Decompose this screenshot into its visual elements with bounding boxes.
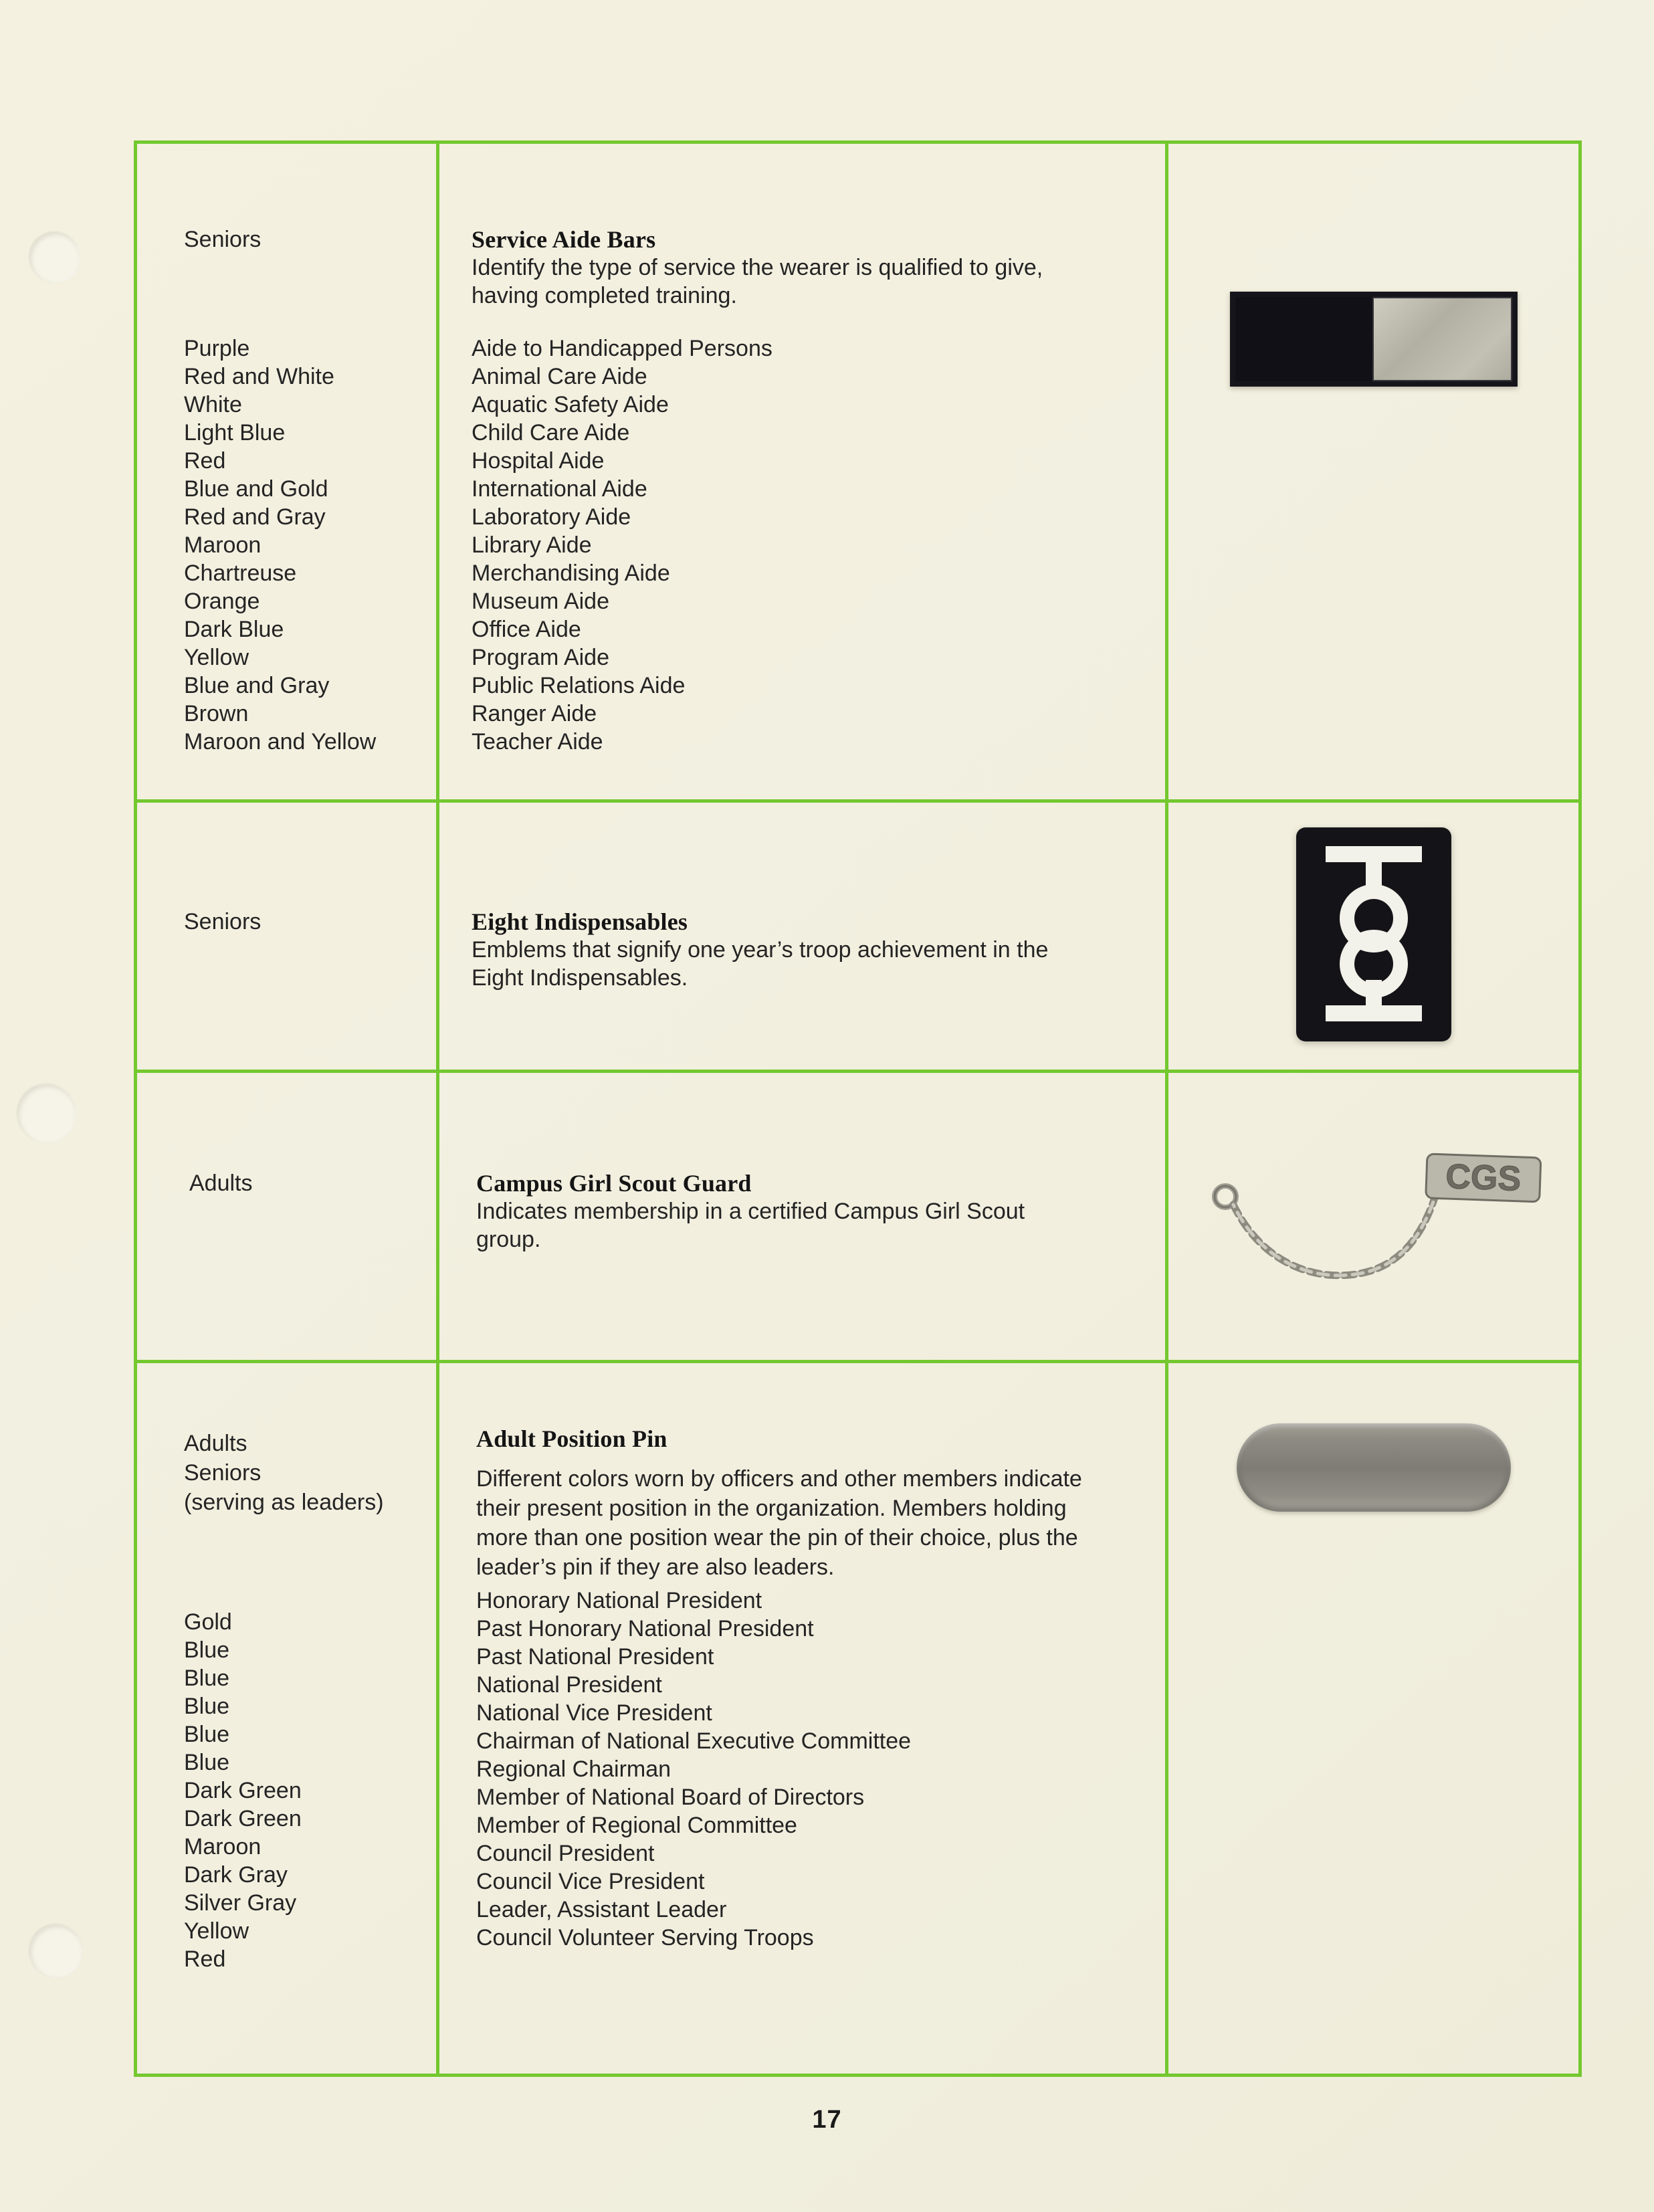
- color-item: Blue: [184, 1666, 230, 1691]
- audience-cell-eight-indispensables: [137, 803, 439, 1073]
- section-description: Different colors worn by officers and other members indicate their present position in the organization. Members holding more than one position wear the pin of their choice, plus the leader’s pin if they are also leaders.: [476, 1466, 1082, 1580]
- section-title: Service Aide Bars: [472, 226, 656, 253]
- position-label-item: National Vice President: [476, 1700, 712, 1726]
- cgs-pin-letters: CGS: [1444, 1157, 1522, 1199]
- position-label-list: [476, 1587, 1145, 1952]
- eight-indispensables-patch-image: [1296, 827, 1451, 1041]
- color-item: Red and White: [184, 364, 334, 389]
- insignia-table: [134, 140, 1582, 2077]
- hole-punch: [29, 1924, 82, 1977]
- section-description: Identify the type of service the wearer is qualified to give, having completed training.: [472, 255, 1043, 308]
- color-item: Maroon: [184, 532, 262, 558]
- audience-cell-campus-guard: [137, 1073, 439, 1363]
- info-cell-eight-indispensables: [439, 803, 1168, 1073]
- audience-label: Seniors: [184, 227, 262, 252]
- image-cell-service-aide-bars: [1168, 144, 1578, 803]
- page-number: 17: [812, 2106, 842, 2134]
- aide-label-item: Child Care Aide: [472, 420, 630, 445]
- color-item: Blue and Gold: [184, 476, 328, 502]
- color-item: Red: [184, 1946, 226, 1972]
- color-item: Dark Blue: [184, 617, 284, 642]
- audience-cell-service-aide-bars: [137, 144, 439, 803]
- section-title: Eight Indispensables: [472, 908, 688, 935]
- audience-list: [184, 1429, 429, 1517]
- section-title: Adult Position Pin: [476, 1425, 667, 1452]
- color-item: Yellow: [184, 1918, 249, 1944]
- color-item: Orange: [184, 589, 260, 614]
- color-item: Dark Green: [184, 1778, 302, 1803]
- color-item: Blue: [184, 1637, 230, 1663]
- position-label-item: National President: [476, 1672, 662, 1698]
- info-cell-service-aide-bars: [439, 144, 1168, 803]
- color-item: Light Blue: [184, 420, 286, 445]
- aide-label-item: Library Aide: [472, 532, 592, 558]
- hole-punch: [17, 1084, 75, 1142]
- audience-label: Seniors: [184, 909, 262, 934]
- color-item: Chartreuse: [184, 561, 297, 586]
- color-item: Blue: [184, 1722, 230, 1747]
- position-label-item: Honorary National President: [476, 1588, 762, 1613]
- color-item: Blue and Gray: [184, 673, 330, 698]
- color-item: Purple: [184, 336, 250, 361]
- color-item: Silver Gray: [184, 1890, 297, 1916]
- aide-label-list: [472, 334, 1145, 756]
- color-item: Yellow: [184, 645, 249, 670]
- image-cell-adult-position-pin: [1168, 1363, 1578, 2074]
- color-list-adult-position-pin: [184, 1608, 429, 1973]
- color-item: Red and Gray: [184, 504, 326, 530]
- hole-punch: [29, 232, 79, 282]
- campus-girl-scout-guard-image: [1201, 1143, 1546, 1284]
- adult-position-pin-image: [1237, 1423, 1511, 1512]
- position-label-item: Regional Chairman: [476, 1756, 671, 1782]
- position-label-item: Council Volunteer Serving Troops: [476, 1925, 814, 1950]
- color-item: Dark Green: [184, 1806, 302, 1831]
- audience-cell-adult-position-pin: [137, 1363, 439, 2074]
- position-label-item: Member of Regional Committee: [476, 1813, 797, 1838]
- position-label-item: Member of National Board of Directors: [476, 1785, 865, 1810]
- aide-label-item: Program Aide: [472, 645, 609, 670]
- service-aide-bar-dark-half: [1235, 297, 1372, 381]
- info-cell-campus-guard: [439, 1073, 1168, 1363]
- section-description: Emblems that signify one year’s troop achievement in the Eight Indispensables.: [472, 937, 1049, 991]
- aide-label-item: Public Relations Aide: [472, 673, 686, 698]
- color-item: Gold: [184, 1609, 232, 1635]
- audience-label: (serving as leaders): [184, 1490, 384, 1515]
- image-cell-campus-guard: [1168, 1073, 1578, 1363]
- position-label-item: Council Vice President: [476, 1869, 705, 1894]
- aide-label-item: International Aide: [472, 476, 647, 502]
- aide-label-item: Aquatic Safety Aide: [472, 392, 669, 417]
- info-cell-adult-position-pin: [439, 1363, 1168, 2074]
- audience-label: Adults: [189, 1171, 253, 1196]
- guard-chain-icon: [1233, 1198, 1435, 1276]
- position-label-item: Past National President: [476, 1644, 714, 1670]
- color-item: Dark Gray: [184, 1862, 288, 1888]
- service-aide-bar-image: [1230, 292, 1518, 387]
- aide-label-item: Ranger Aide: [472, 701, 597, 726]
- position-label-item: Leader, Assistant Leader: [476, 1897, 727, 1922]
- audience-list: [184, 225, 429, 254]
- audience-list: [184, 908, 429, 936]
- position-label-item: Past Honorary National President: [476, 1616, 814, 1641]
- audience-label: Adults: [184, 1431, 247, 1456]
- aide-label-item: Animal Care Aide: [472, 364, 647, 389]
- aide-label-item: Museum Aide: [472, 589, 609, 614]
- position-label-item: Chairman of National Executive Committee: [476, 1728, 912, 1754]
- position-label-item: Council President: [476, 1841, 655, 1866]
- color-item: Maroon and Yellow: [184, 729, 377, 755]
- audience-label: Seniors: [184, 1460, 262, 1486]
- color-item: White: [184, 392, 242, 417]
- aide-label-item: Aide to Handicapped Persons: [472, 336, 772, 361]
- section-description: Indicates membership in a certified Campus Girl Scout group.: [476, 1199, 1025, 1252]
- aide-label-item: Laboratory Aide: [472, 504, 631, 530]
- aide-label-item: Office Aide: [472, 617, 581, 642]
- aide-label-item: Merchandising Aide: [472, 561, 670, 586]
- color-list-service-aide-bars: [184, 334, 429, 756]
- aide-label-item: Teacher Aide: [472, 729, 603, 755]
- color-item: Blue: [184, 1750, 230, 1775]
- section-title: Campus Girl Scout Guard: [476, 1170, 752, 1197]
- aide-label-item: Hospital Aide: [472, 448, 605, 474]
- color-item: Brown: [184, 701, 249, 726]
- service-aide-bar-silver-half: [1372, 297, 1512, 381]
- color-item: Blue: [184, 1694, 230, 1719]
- image-cell-eight-indispensables: [1168, 803, 1578, 1073]
- color-item: Maroon: [184, 1834, 262, 1859]
- audience-list: [189, 1169, 429, 1197]
- color-item: Red: [184, 448, 226, 474]
